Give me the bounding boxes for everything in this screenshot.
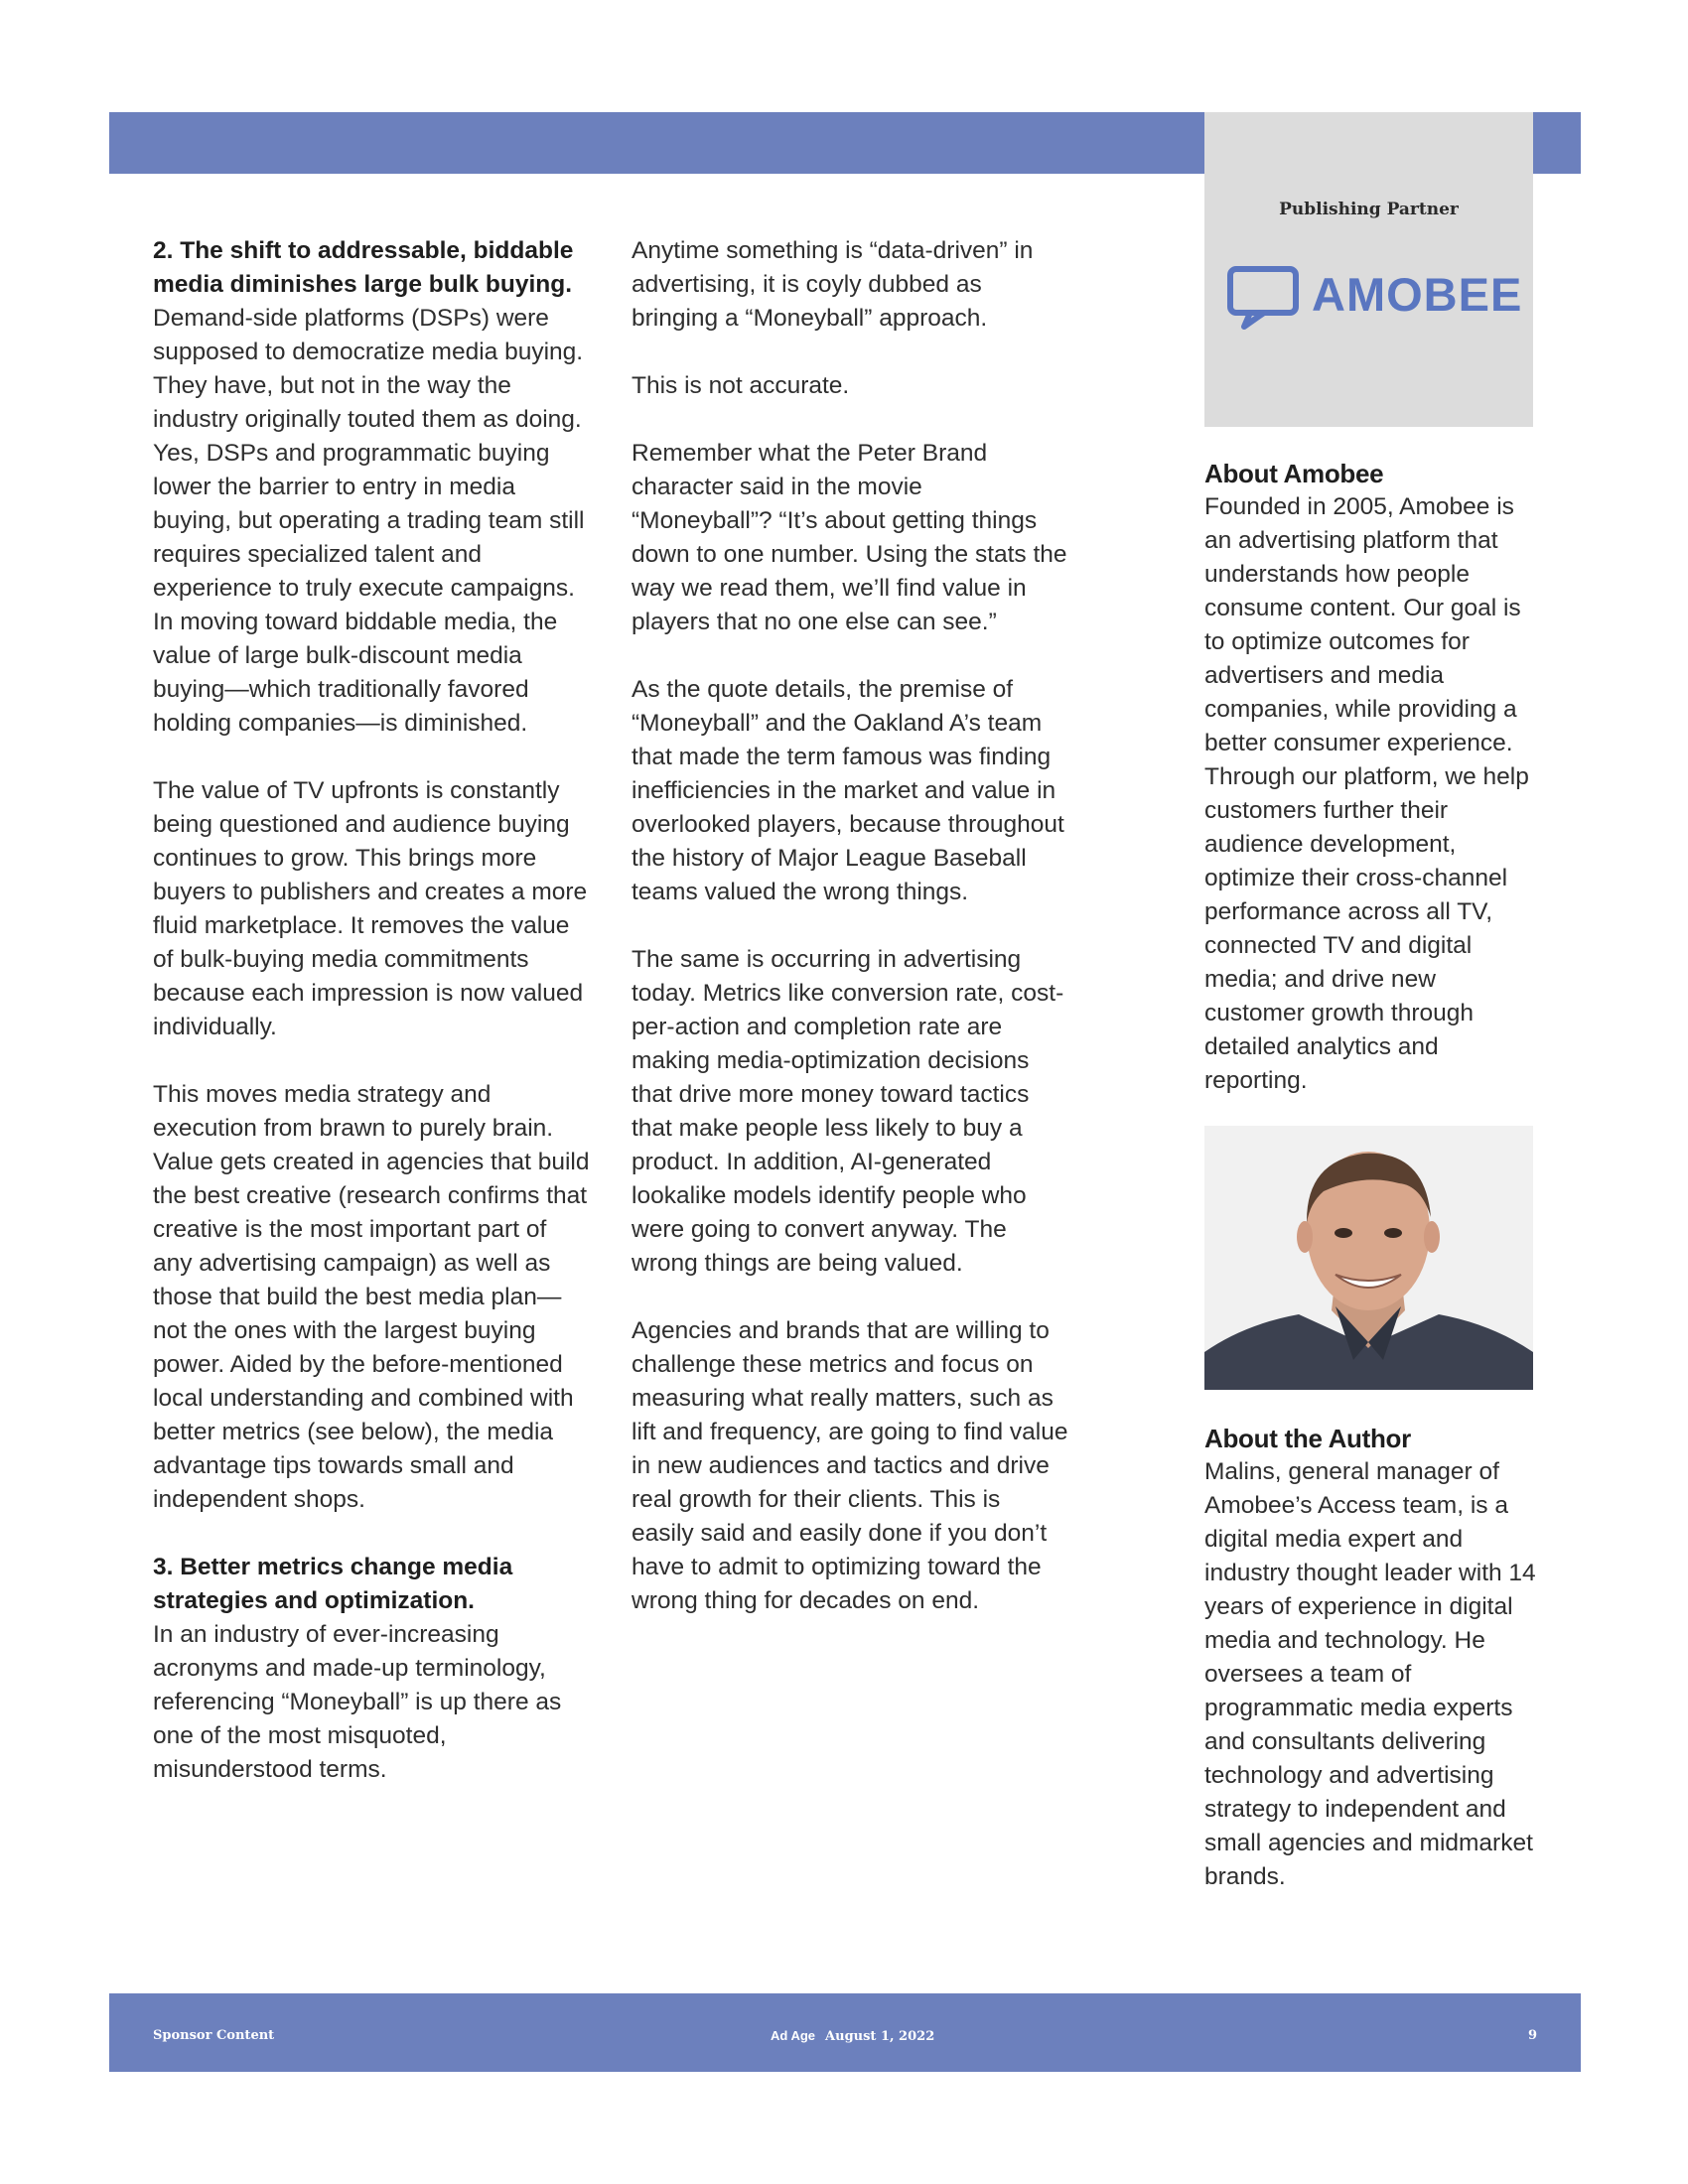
paragraph: The value of TV upfronts is constantly being questioned and audience buying continues to grow. This brings more buyers to publishers and creates a more fluid marketplace. It removes the value of bulk-buying media commitments because each impression is now valued individually. <box>153 777 588 1040</box>
footer-date: August 1, 2022 <box>825 2029 935 2044</box>
footer-publication <box>771 2028 934 2044</box>
paragraph: This is not accurate. <box>632 372 850 399</box>
monitor-chat-icon <box>1224 263 1304 333</box>
publishing-partner-box <box>1204 112 1533 427</box>
paragraph: As the quote details, the premise of “Moneyball” and the Oakland A’s team that made the term famous was finding inefficiencies in the market and value in overlooked players, because throughout the history of Major League Baseball teams valued the wrong things. <box>632 676 1064 905</box>
about-author-text: Malins, general manager of Amobee’s Access team, is a digital media expert and industry thought leader with 14 years of experience in digital media and technology. He oversees a team of programmatic media experts and consultants delivering technology and advertising strategy to independent and small agencies and midmarket brands. <box>1204 1458 1536 1890</box>
section-heading-3: 3. Better metrics change media strategies and optimization. <box>153 1554 513 1614</box>
paragraph: The same is occurring in advertising today. Metrics like conversion rate, cost-per-action and completion rate are making media-optimization decisions that drive more money toward tactics that make people less likely to buy a product. In addition, AI-generated lookalike models identify people who were going to convert anyway. The wrong things are being valued. <box>632 946 1064 1277</box>
article-column-middle <box>632 234 1068 1618</box>
paragraph: This moves media strategy and execution from brawn to purely brain. Value gets created in agencies that build the best creative (research confirms that creative is the most important part of any advertising campaign) as well as those that build the best media plan—not the ones with the largest buying power. Aided by the before-mentioned local understanding and combined with better metrics (see below), the media advantage tips towards small and independent shops. <box>153 1081 590 1513</box>
paragraph: Agencies and brands that are willing to challenge these metrics and focus on measuring what really matters, such as lift and frequency, are going to find value in new audiences and tactics and drive real growth for their clients. This is easily said and easily done if you don’t have to admit to optimizing toward the wrong thing for decades on end. <box>632 1317 1068 1614</box>
section-heading-2: 2. The shift to addressable, biddable media diminishes large bulk buying. <box>153 237 574 298</box>
about-company-text: Founded in 2005, Amobee is an advertising platform that understands how people consume content. Our goal is to optimize outcomes for advertisers and media companies, while providing a better consumer experience. Through our platform, we help customers further their audience development, optimize their cross-channel performance across all TV, connected TV and digital media; and drive new customer growth through detailed analytics and reporting. <box>1204 493 1529 1094</box>
footer-brand: Ad Age <box>771 2028 816 2043</box>
page-number: 9 <box>1527 2028 1537 2043</box>
footer-sponsor-label: Sponsor Content <box>153 2028 275 2043</box>
paragraph: Anytime something is “data-driven” in advertising, it is coyly dubbed as bringing a “Moneyball” approach. <box>632 237 1034 332</box>
paragraph: Demand-side platforms (DSPs) were supposed to democratize media buying. They have, but not in the way the industry originally touted them as doing. Yes, DSPs and programmatic buying lower the barrier to entry in media buying, but operating a trading team still requires specialized talent and experience to truly execute campaigns. In moving toward biddable media, the value of large bulk-discount media buying—which traditionally favored holding companies—is diminished. <box>153 305 585 737</box>
sidebar-column <box>1204 457 1537 1894</box>
paragraph: Remember what the Peter Brand character said in the movie “Moneyball”? “It’s about getting things down to one number. Using the stats the way we read them, we’ll find value in players that no one else can see.” <box>632 440 1067 635</box>
amobee-logo <box>1224 263 1522 333</box>
publishing-partner-label: Publishing Partner <box>1279 200 1459 219</box>
footer-band <box>109 1993 1581 2072</box>
about-company-heading: About Amobee <box>1204 459 1384 488</box>
amobee-wordmark: AMOBEE <box>1312 268 1523 321</box>
paragraph: In an industry of ever-increasing acronyms and made-up terminology, referencing “Moneyball” is up there as one of the most misquoted, misunderstood terms. <box>153 1621 562 1783</box>
about-author-heading: About the Author <box>1204 1424 1411 1453</box>
author-photo <box>1204 1126 1533 1390</box>
article-column-left <box>153 234 590 1787</box>
